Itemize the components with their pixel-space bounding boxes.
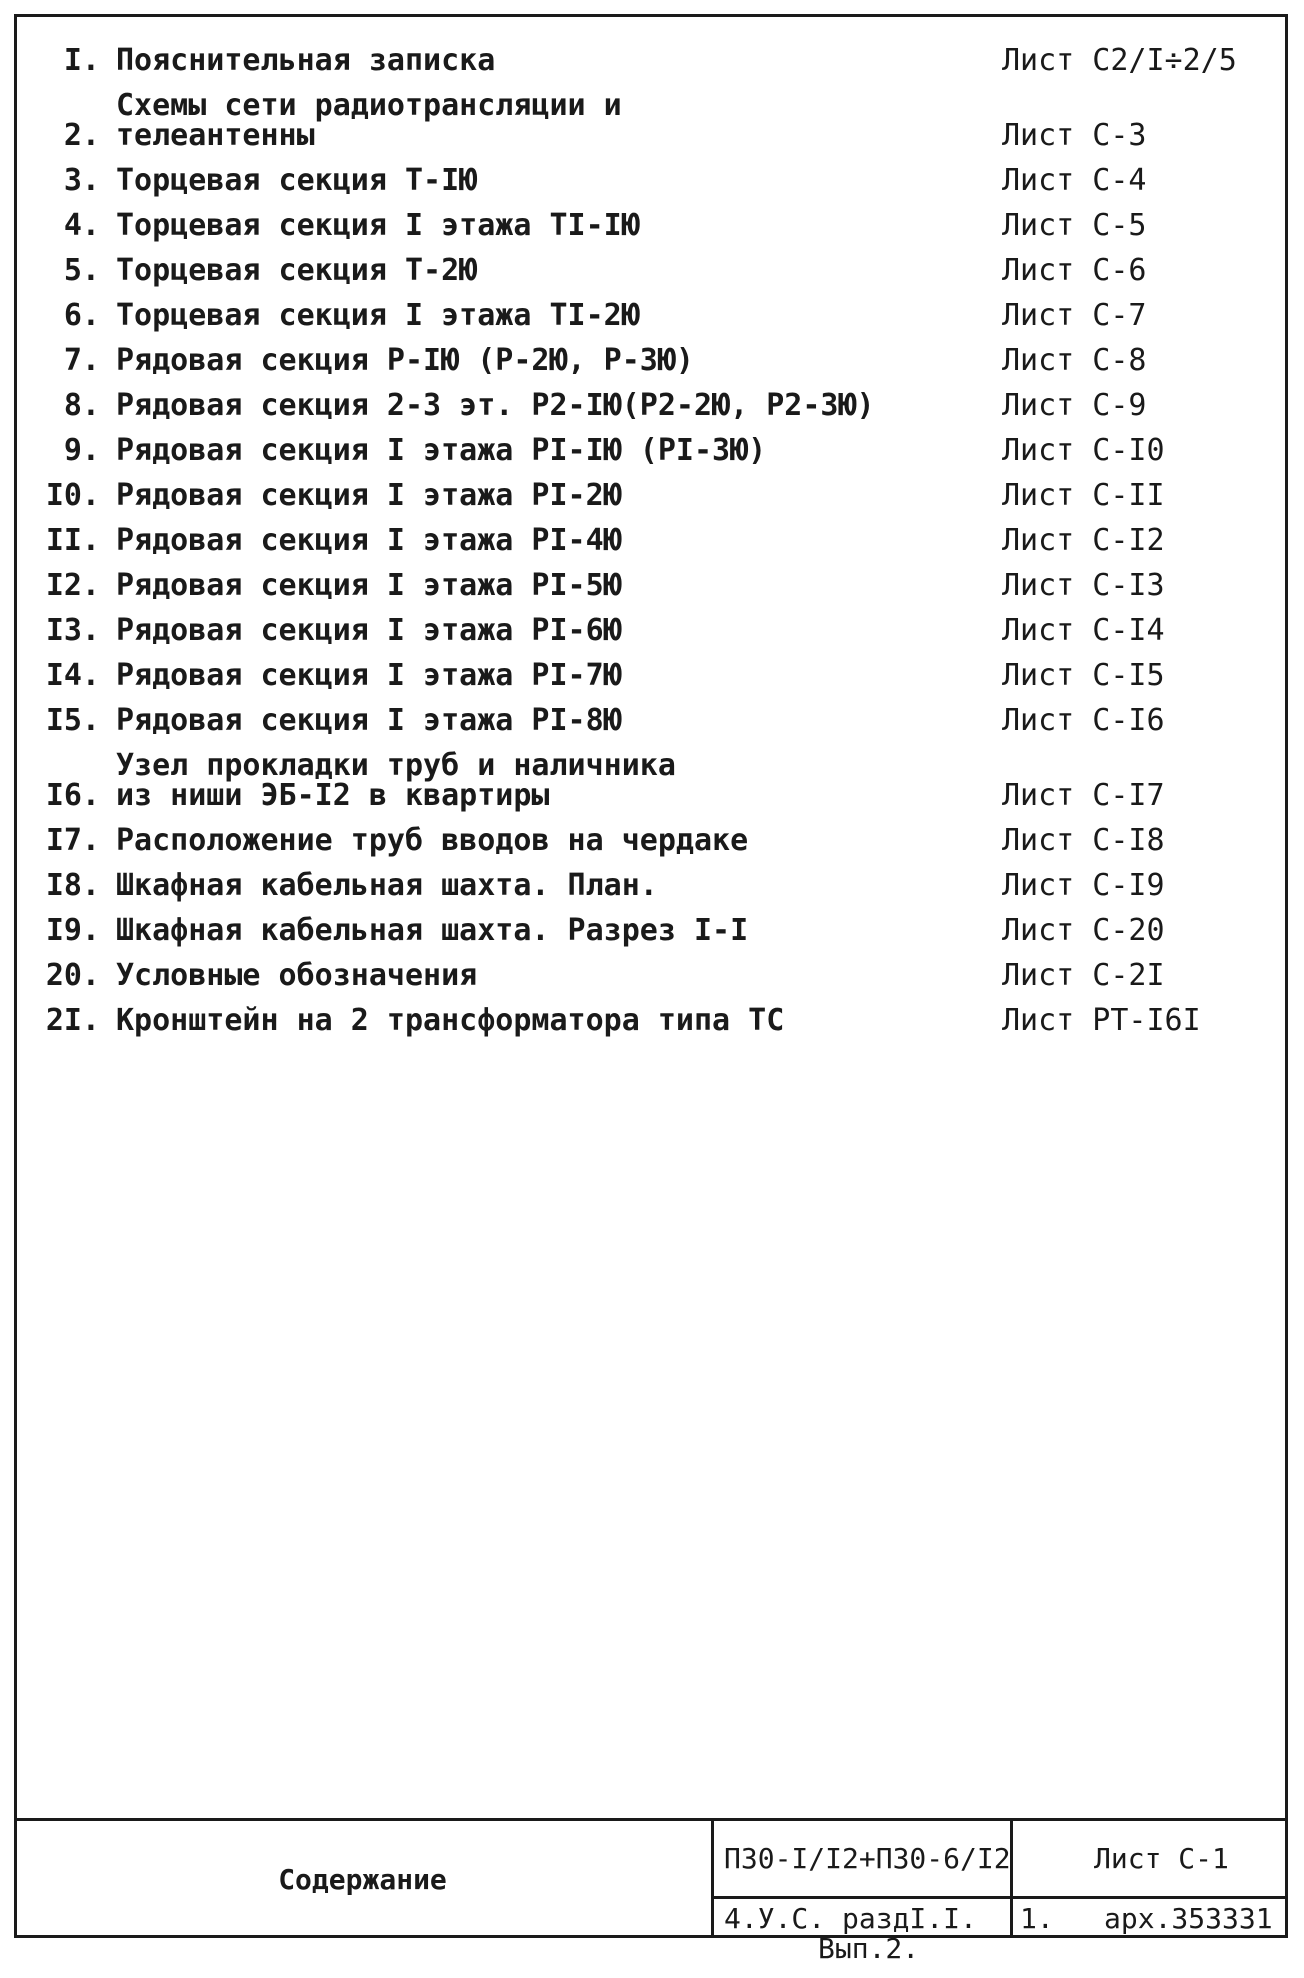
item-sheet: Лист С-5 xyxy=(1002,208,1147,243)
item-number: I7. xyxy=(45,823,100,858)
contents-row xyxy=(20,658,1250,693)
item-title xyxy=(116,823,1002,858)
item-title xyxy=(116,433,1002,468)
item-number: I. xyxy=(63,43,100,78)
item-title xyxy=(116,88,1002,153)
item-title-line: Пояснительная записка xyxy=(116,43,496,78)
item-sheet: Лист С2/I÷2/5 xyxy=(1002,43,1237,78)
item-sheet: Лист С-9 xyxy=(1002,388,1147,423)
contents-row xyxy=(20,958,1250,993)
item-title-line: Расположение труб вводов на чердаке xyxy=(116,823,749,858)
item-title-line: телеантенны xyxy=(116,118,315,153)
contents-row xyxy=(20,43,1250,78)
stamp-title: Содержание xyxy=(14,1821,714,1938)
contents-row xyxy=(20,298,1250,333)
item-sheet: Лист С-2I xyxy=(1002,958,1165,993)
contents-list xyxy=(20,43,1250,1051)
item-title xyxy=(116,703,1002,738)
item-title-line: Рядовая секция I этажа РI-ІЮ (РI-3Ю) xyxy=(116,433,767,468)
item-number: I8. xyxy=(45,868,100,903)
item-title xyxy=(116,478,1002,513)
item-title-line: Рядовая секция Р-ІЮ (Р-2Ю, Р-3Ю) xyxy=(116,343,694,378)
contents-row xyxy=(20,913,1250,948)
contents-row xyxy=(20,823,1250,858)
item-title xyxy=(116,523,1002,558)
item-number: I0. xyxy=(45,478,100,513)
item-title xyxy=(116,958,1002,993)
item-sheet: Лист С-8 xyxy=(1002,343,1147,378)
item-title-line: Рядовая секция I этажа РI-4Ю xyxy=(116,523,622,558)
contents-row xyxy=(20,163,1250,198)
item-title xyxy=(116,208,1002,243)
item-sheet: Лист С-3 xyxy=(1002,118,1147,153)
item-title xyxy=(116,298,1002,333)
item-title xyxy=(116,1003,1002,1038)
item-title-line: Рядовая секция I этажа РI-7Ю xyxy=(116,658,622,693)
item-number: II. xyxy=(45,523,100,558)
contents-row xyxy=(20,88,1250,153)
item-number: I6. xyxy=(45,778,100,813)
title-block xyxy=(14,1818,1288,1938)
item-title-line: Кронштейн на 2 трансформатора типа ТС xyxy=(116,1003,785,1038)
item-title xyxy=(116,568,1002,603)
section-code: 4.У.С. раздI.I. xyxy=(724,1902,977,1935)
item-number: I2. xyxy=(45,568,100,603)
item-title-line: Узел прокладки труб и наличника xyxy=(116,748,676,783)
stamp-sheet-number: Лист С-1 xyxy=(1094,1842,1229,1875)
item-sheet: Лист С-4 xyxy=(1002,163,1147,198)
stamp-divider xyxy=(1010,1821,1013,1938)
item-title-line: Рядовая секция 2-3 эт. Р2-ІЮ(Р2-2Ю, Р2-3Ю) xyxy=(116,388,875,423)
item-number: 5. xyxy=(63,253,100,288)
section-suffix: 1. xyxy=(1020,1902,1054,1935)
item-title-line: Рядовая секция I этажа РI-2Ю xyxy=(116,478,622,513)
item-number: 2I. xyxy=(45,1003,100,1038)
item-number: 9. xyxy=(63,433,100,468)
item-sheet: Лист С-7 xyxy=(1002,298,1147,333)
item-number: 6. xyxy=(63,298,100,333)
contents-row xyxy=(20,568,1250,603)
contents-row xyxy=(20,208,1250,243)
item-sheet: Лист С-I3 xyxy=(1002,568,1165,603)
contents-row xyxy=(20,253,1250,288)
item-number: 3. xyxy=(63,163,100,198)
contents-row xyxy=(20,703,1250,738)
stamp-divider xyxy=(714,1896,1285,1899)
project-code: П30-I/I2+П30-6/I2 xyxy=(724,1842,1011,1875)
contents-row xyxy=(20,748,1250,813)
contents-row xyxy=(20,478,1250,513)
item-sheet: Лист РТ-I6I xyxy=(1002,1003,1201,1038)
item-number: I4. xyxy=(45,658,100,693)
item-number: I3. xyxy=(45,613,100,648)
item-title-line: Торцевая секция Т-2Ю xyxy=(116,253,478,288)
item-sheet: Лист С-I2 xyxy=(1002,523,1165,558)
item-title-line: Рядовая секция I этажа РI-6Ю xyxy=(116,613,622,648)
item-title-line: Шкафная кабельная шахта. План. xyxy=(116,868,658,903)
contents-row xyxy=(20,388,1250,423)
item-title-line: Шкафная кабельная шахта. Разрез I-I xyxy=(116,913,749,948)
item-title xyxy=(116,343,1002,378)
item-sheet: Лист С-I5 xyxy=(1002,658,1165,693)
item-title xyxy=(116,748,1002,813)
item-number: 20. xyxy=(45,958,100,993)
item-sheet: Лист С-II xyxy=(1002,478,1165,513)
item-sheet: Лист С-I0 xyxy=(1002,433,1165,468)
item-title-line: Условные обозначения xyxy=(116,958,478,993)
item-number: 4. xyxy=(63,208,100,243)
item-title-line: Торцевая секция I этажа ТI-ІЮ xyxy=(116,208,640,243)
item-title xyxy=(116,658,1002,693)
item-title xyxy=(116,253,1002,288)
item-title-line: Торцевая секция Т-ІЮ xyxy=(116,163,478,198)
item-sheet: Лист С-I9 xyxy=(1002,868,1165,903)
contents-row xyxy=(20,343,1250,378)
item-title-line: Торцевая секция I этажа ТI-2Ю xyxy=(116,298,640,333)
item-title xyxy=(116,613,1002,648)
item-title-line: Схемы сети радиотрансляции и xyxy=(116,88,622,123)
item-title xyxy=(116,868,1002,903)
item-number: I9. xyxy=(45,913,100,948)
archive-number: арх.353331 xyxy=(1104,1902,1273,1935)
item-sheet: Лист С-I4 xyxy=(1002,613,1165,648)
item-number: 8. xyxy=(63,388,100,423)
item-title-line: из ниши ЭБ-I2 в квартиры xyxy=(116,778,550,813)
issue-number: Вып.2. xyxy=(818,1932,920,1965)
item-sheet: Лист С-20 xyxy=(1002,913,1165,948)
item-sheet: Лист С-6 xyxy=(1002,253,1147,288)
item-title xyxy=(116,388,1002,423)
contents-row xyxy=(20,1003,1250,1038)
item-number: 7. xyxy=(63,343,100,378)
item-title xyxy=(116,913,1002,948)
item-title xyxy=(116,43,1002,78)
item-title-line: Рядовая секция I этажа РI-5Ю xyxy=(116,568,622,603)
item-title xyxy=(116,163,1002,198)
item-number: 2. xyxy=(63,118,100,153)
item-sheet: Лист С-I8 xyxy=(1002,823,1165,858)
item-title-line: Рядовая секция I этажа РI-8Ю xyxy=(116,703,622,738)
item-sheet: Лист С-I7 xyxy=(1002,778,1165,813)
item-sheet: Лист С-I6 xyxy=(1002,703,1165,738)
item-number: I5. xyxy=(45,703,100,738)
contents-row xyxy=(20,523,1250,558)
contents-row xyxy=(20,868,1250,903)
contents-row xyxy=(20,433,1250,468)
contents-row xyxy=(20,613,1250,648)
